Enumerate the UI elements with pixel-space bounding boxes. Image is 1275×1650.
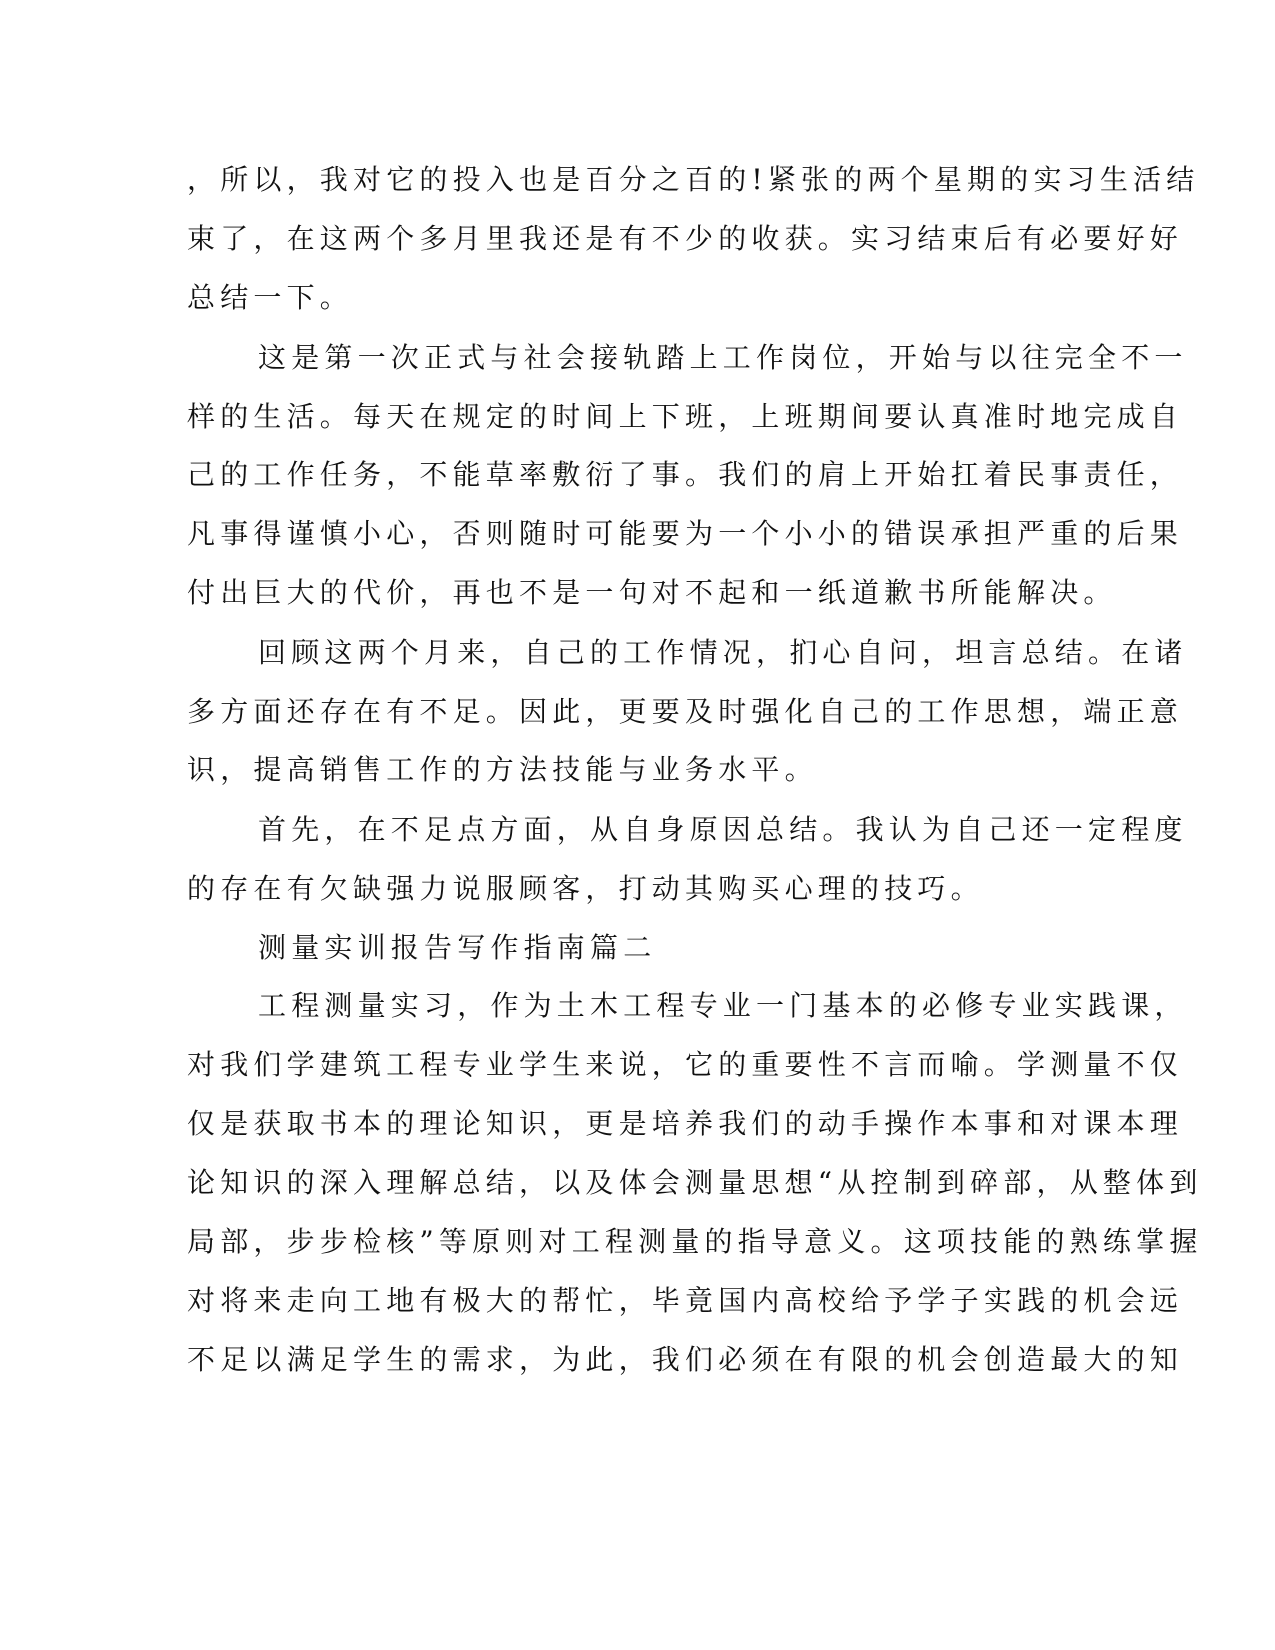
text-line: 论知识的深入理解总结，以及体会测量思想“从控制到碎部，从整体到 xyxy=(187,1166,1203,1199)
text-line: 对我们学建筑工程专业学生来说，它的重要性不言而喻。学测量不仅 xyxy=(187,1048,1184,1081)
text-line: 仅是获取书本的理论知识，更是培养我们的动手操作本事和对课本理 xyxy=(187,1107,1184,1140)
text-line: 不足以满足学生的需求，为此，我们必须在有限的机会创造最大的知 xyxy=(187,1343,1184,1376)
paragraph-start-line: 首先，在不足点方面，从自身原因总结。我认为自己还一定程度 xyxy=(258,813,1188,846)
section-heading: 测量实训报告写作指南篇二 xyxy=(258,931,657,964)
text-line: 局部，步步检核”等原则对工程测量的指导意义。这项技能的熟练掌握 xyxy=(187,1225,1203,1258)
text-line: 束了，在这两个多月里我还是有不少的收获。实习结束后有必要好好 xyxy=(187,222,1184,255)
text-line: 多方面还存在有不足。因此，更要及时强化自己的工作思想，端正意 xyxy=(187,695,1184,728)
text-line: 己的工作任务，不能草率敷衍了事。我们的肩上开始扛着民事责任， xyxy=(187,458,1184,491)
text-line: 的存在有欠缺强力说服顾客，打动其购买心理的技巧。 xyxy=(187,872,984,905)
text-line: 总结一下。 xyxy=(187,281,354,314)
text-line: ，所以，我对它的投入也是百分之百的!紧张的两个星期的实习生活结 xyxy=(187,163,1200,196)
paragraph-start-line: 工程测量实习，作为土木工程专业一门基本的必修专业实践课， xyxy=(258,989,1188,1022)
text-line: 付出巨大的代价，再也不是一句对不起和一纸道歉书所能解决。 xyxy=(187,576,1117,609)
text-line: 识，提高销售工作的方法技能与业务水平。 xyxy=(187,753,818,786)
text-line: 凡事得谨慎小心，否则随时可能要为一个小小的错误承担严重的后果 xyxy=(187,517,1184,550)
text-line: 样的生活。每天在规定的时间上下班，上班期间要认真准时地完成自 xyxy=(187,400,1184,433)
paragraph-start-line: 回顾这两个月来，自己的工作情况，扪心自问，坦言总结。在诸 xyxy=(258,636,1188,669)
text-line: 对将来走向工地有极大的帮忙，毕竟国内高校给予学子实践的机会远 xyxy=(187,1284,1184,1317)
paragraph-start-line: 这是第一次正式与社会接轨踏上工作岗位，开始与以往完全不一 xyxy=(258,341,1188,374)
